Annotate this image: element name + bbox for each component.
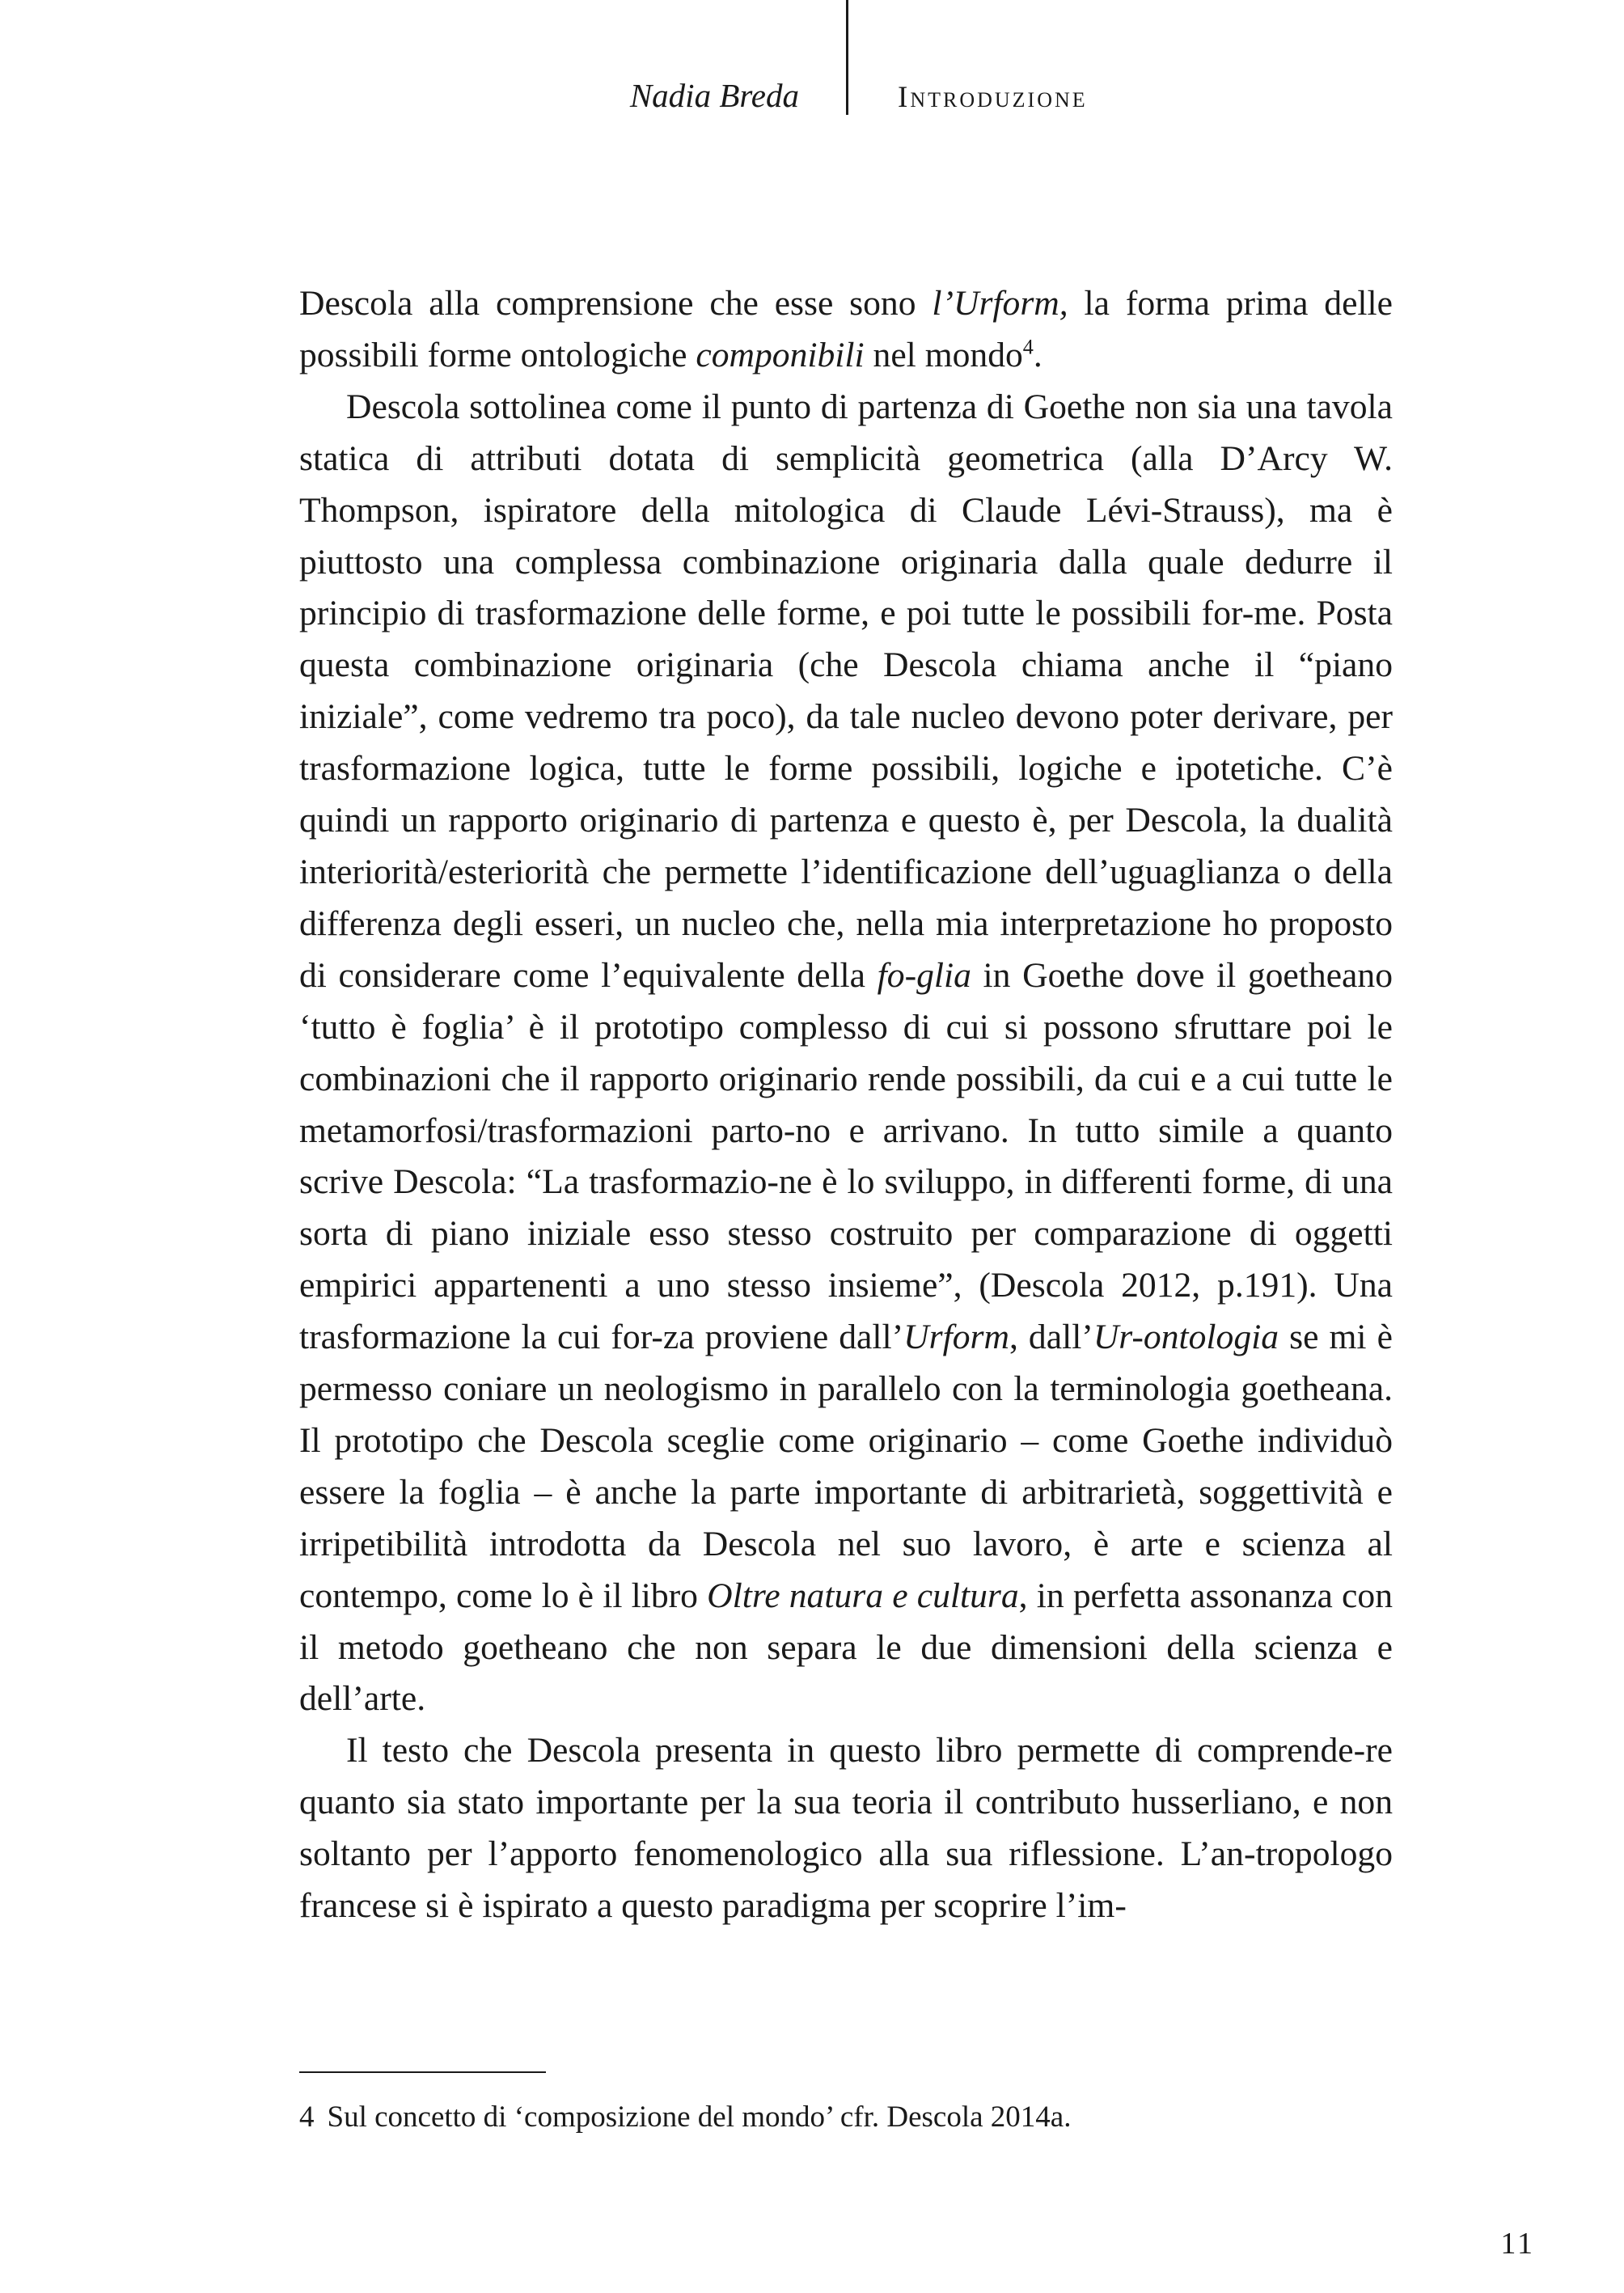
text-run: , dall’ — [1009, 1318, 1093, 1357]
text-run: Descola sottolinea come il punto di partenza di Goethe non sia una tavola statica di attributi dotata di semplicità geometrica (alla D’Arcy W. Thompson, ispiratore della mitologica di Claude Lévi-Strauss), ma è piuttosto una complessa combinazione originaria dalla quale dedurre il principio di trasformazione delle forme, e poi tutte le possibili for-me. Posta questa combinazione originaria (che Descola chiama anche il “piano iniziale”, come vedremo tra poco), da tale nucleo devono poter derivare, per trasformazione logica, tutte le forme possibili, logiche e ipotetiche. C’è quindi un rapporto originario di partenza e questo è, per Descola, la dualità interiorità/esteriorità che permette l’identificazione dell’uguaglianza o della differenza degli esseri, un nucleo che, nella mia interpretazione ho proposto di considerare come l’equivalente della — [299, 387, 1393, 995]
paragraph — [299, 278, 1393, 382]
running-header-author: Nadia Breda — [629, 77, 799, 114]
footnote-marker: 4 — [1022, 335, 1034, 359]
text-run: Ur-ontologia — [1093, 1318, 1279, 1357]
text-run: . — [1033, 335, 1042, 374]
text-run: componibili — [696, 335, 865, 374]
paragraph — [299, 382, 1393, 1726]
text-run: nel mondo — [864, 335, 1023, 374]
footnote — [299, 2098, 1393, 2137]
header-divider — [846, 0, 848, 115]
text-run: l’Urform, — [932, 284, 1068, 323]
text-run: Urform — [903, 1318, 1009, 1357]
running-header-section: Introduzione — [898, 81, 1088, 114]
page-number: 11 — [1500, 2227, 1535, 2261]
text-run: Il testo che Descola presenta in questo libro permette di comprende-re quanto sia stato importante per la sua teoria il contributo husserliano, e non soltanto per l’apporto fenomenologico alla sua riflessione. L’an-tropologo francese si è ispirato a questo paradigma per scoprire l’im- — [299, 1731, 1393, 1926]
text-run: Oltre natura e cultura — [707, 1576, 1019, 1615]
body-text — [299, 278, 1393, 1932]
text-run: , in perfetta assonanza con il metodo goetheano che non separa le due dimensioni della scienza e dell’arte. — [299, 1576, 1393, 1719]
text-run: se mi è permesso coniare un neologismo in parallelo con la terminologia goetheana. Il prototipo che Descola sceglie come originario – come Goethe individuò essere la foglia – è anche la parte importante di arbitrarietà, soggettività e irripetibilità introdotta da Descola nel suo lavoro, è arte e scienza al contempo, come lo è il libro — [299, 1318, 1393, 1615]
text-run: Descola alla comprensione che esse sono — [299, 284, 933, 323]
footnote-number: 4 — [299, 2101, 315, 2134]
paragraph — [299, 1725, 1393, 1932]
footnote-text: Sul concetto di ‘composizione del mondo’ cfr. Descola 2014a. — [327, 2101, 1072, 2134]
text-run: fo-glia — [877, 955, 971, 995]
text-run: in Goethe dove il goetheano ‘tutto è foglia’ è il prototipo complesso di cui si possono sfruttare poi le combinazioni che il rapporto originario rende possibili, da cui e a cui tutte le metamorfosi/trasformazioni parto-no e arrivano. In tutto simile a quanto scrive Descola: “La trasformazio-ne è lo sviluppo, in differenti forme, di una sorta di piano iniziale esso stesso costruito per comparazione di oggetti empirici appartenenti a uno stesso insieme”, (Descola 2012, p.191). Una trasformazione la cui for-za proviene dall’ — [299, 955, 1393, 1357]
text-run: la forma prima delle possibili forme ontologiche — [299, 284, 1393, 374]
footnote-rule — [299, 2071, 546, 2073]
